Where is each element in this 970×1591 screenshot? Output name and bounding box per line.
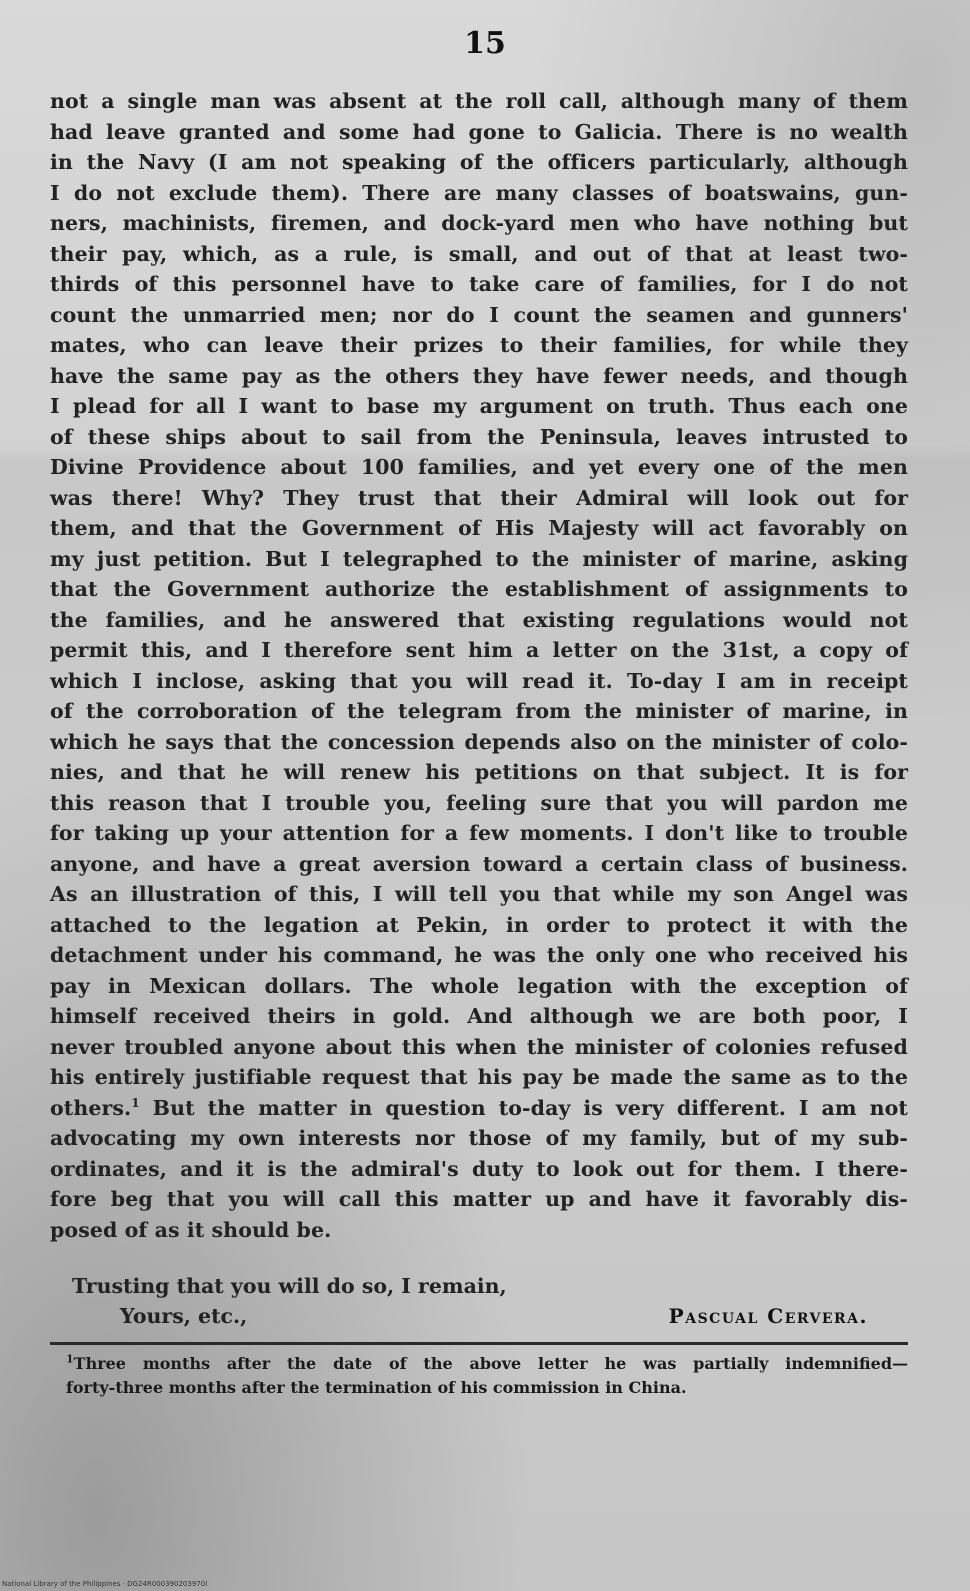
body-line: this reason that I trouble you, feeling sure that you will pardon me (50, 790, 908, 815)
body-line: Divine Providence about 100 families, and yet every one of the men (50, 455, 908, 479)
closing-sentence: Trusting that you will do so, I remain, (72, 1274, 507, 1298)
footnote-text: Three months after the date of the above letter he was partially indemnified— (73, 1354, 908, 1373)
body-line: had leave granted and some had gone to Galicia. There is no wealth (50, 119, 908, 144)
footnote-mark: 1 (66, 1352, 74, 1366)
body-line: I plead for all I want to base my argument on truth. Thus each one (50, 394, 908, 418)
body-line-start: others. (50, 1095, 132, 1120)
body-line: of the corroboration of the telegram from the minister of marine, in (50, 699, 908, 723)
footnote-reference: 1 (131, 1095, 140, 1110)
body-line: that the Government authorize the establishment of assignments to (50, 577, 908, 601)
body-line: mates, who can leave their prizes to their families, for while they (50, 333, 908, 357)
body-line: I do not exclude them). There are many classes of boatswains, gun- (50, 180, 908, 205)
signature-row (50, 1301, 908, 1331)
body-line: pay in Mexican dollars. The whole legation with the exception of (50, 973, 908, 998)
body-line: never troubled anyone about this when the minister of colonies refused (50, 1034, 908, 1059)
body-line: of these ships about to sail from the Peninsula, leaves intrusted to (50, 424, 908, 449)
body-line: ners, machinists, firemen, and dock-yard men who have nothing but (50, 211, 908, 235)
body-line: not a single man was absent at the roll call, although many of them (50, 89, 908, 113)
body-line: in the Navy (I am not speaking of the officers particularly, although (50, 150, 908, 174)
body-line: have the same pay as the others they have fewer needs, and though (50, 363, 908, 388)
valediction: Yours, etc., (120, 1304, 248, 1328)
body-line: for taking up your attention for a few moments. I don't like to trouble (50, 821, 908, 845)
body-line: count the unmarried men; nor do I count the seamen and gunners' (50, 302, 908, 327)
body-line: his entirely justifiable request that his pay be made the same as to the (50, 1065, 908, 1089)
body-line: himself received theirs in gold. And although we are both poor, I (50, 1004, 908, 1028)
body-line: thirds of this personnel have to take care of families, for I do not (50, 272, 908, 296)
body-line: As an illustration of this, I will tell you that while my son Angel was (50, 882, 908, 906)
body-line-rest: But the matter in question to-day is very different. I am not (139, 1095, 908, 1120)
body-line: my just petition. But I telegraphed to the minister of marine, asking (50, 546, 908, 571)
body-line: advocating my own interests nor those of my family, but of my sub- (50, 1126, 908, 1150)
body-line: ordinates, and it is the admiral's duty to look out for them. I there- (50, 1156, 908, 1181)
letter-closing (50, 1271, 908, 1331)
letter-body (50, 86, 908, 1245)
footnote-line: forty-three months after the termination of his commission in China. (66, 1378, 687, 1397)
body-line: their pay, which, as a rule, is small, and out of that at least two- (50, 241, 908, 266)
page-number: 15 (464, 26, 506, 61)
body-line: attached to the legation at Pekin, in order to protect it with the (50, 912, 908, 937)
body-line: which he says that the concession depends also on the minister of colo- (50, 729, 908, 754)
body-line: nies, and that he will renew his petitions on that subject. It is for (50, 760, 908, 784)
footnote (66, 1352, 908, 1400)
body-line: them, and that the Government of His Majesty will act favorably on (50, 516, 908, 540)
body-line: the families, and he answered that existing regulations would not (50, 607, 908, 632)
body-line: which I inclose, asking that you will read it. To-day I am in receipt (50, 668, 908, 693)
body-line: anyone, and have a great aversion toward a certain class of business. (50, 851, 908, 876)
signature: Pascual Cervera. (668, 1304, 868, 1328)
library-credit: National Library of the Philippines · DG24R000390203970l (2, 1580, 208, 1588)
body-line: was there! Why? They trust that their Admiral will look out for (50, 485, 908, 510)
body-line: posed of as it should be. (50, 1217, 332, 1242)
body-line: permit this, and I therefore sent him a letter on the 31st, a copy of (50, 638, 908, 662)
body-line: fore beg that you will call this matter up and have it favorably dis- (50, 1187, 908, 1211)
footnote-line (66, 1352, 908, 1376)
footnote-divider (50, 1342, 908, 1345)
body-line-with-footnote (50, 1093, 908, 1124)
body-line: detachment under his command, he was the only one who received his (50, 943, 908, 967)
